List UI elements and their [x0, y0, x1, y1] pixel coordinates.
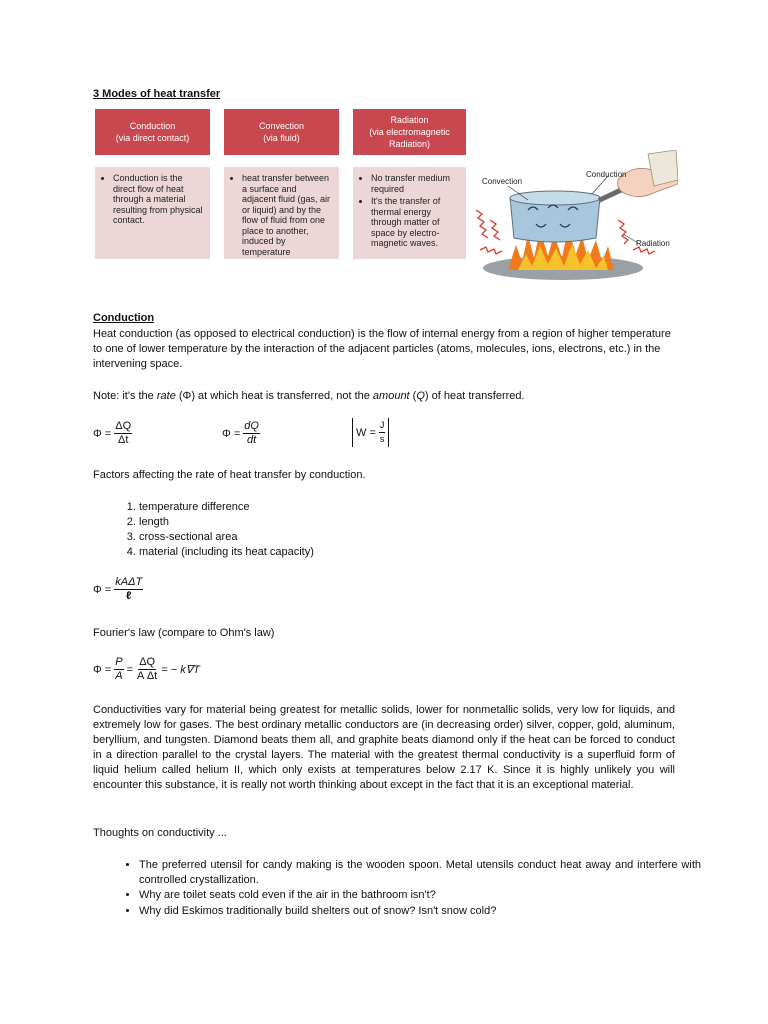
eq-denominator: A Δt: [137, 670, 158, 682]
mode-convection-header: [224, 109, 339, 155]
mode-conduction-title: Conduction: [129, 121, 176, 131]
note-amount: amount: [372, 390, 410, 402]
mode-conduction-body: [95, 167, 210, 259]
equation-conduction-rate: [93, 576, 143, 603]
radiation-wave: [490, 220, 500, 240]
radiation-wave: [476, 210, 488, 238]
page-title: 3 Modes of heat transfer: [93, 88, 221, 100]
equation-delta: [93, 420, 132, 447]
mode-radiation-bullet: • No transfer medium required: [371, 173, 460, 194]
eq-rhs: = − k∇T: [161, 664, 200, 676]
note-text: Note: it's the: [93, 390, 157, 402]
equation-units: [352, 418, 389, 447]
note-line: [93, 389, 675, 404]
list-item: • The preferred utensil for candy making is the wooden spoon. Metal utensils conduct heat away and interfere with controlled crystallization.: [139, 858, 701, 887]
label-radiation: Radiation: [636, 239, 670, 248]
factors-list: [113, 500, 314, 560]
eq-numerator: ΔQ: [115, 420, 132, 432]
eq-denominator: A: [115, 670, 123, 682]
list-item: 3. cross-sectional area: [139, 530, 314, 545]
thoughts-list: [113, 858, 701, 919]
eq-numerator: ΔQ: [139, 656, 156, 668]
thoughts-intro: Thoughts on conductivity ...: [93, 827, 227, 839]
pot-rim: [510, 191, 600, 205]
label-convection: Convection: [482, 177, 523, 186]
eq-lhs: Φ =: [93, 663, 112, 676]
eq-numerator: dQ: [244, 420, 259, 432]
eq-lhs: Φ =: [93, 583, 112, 596]
note-text: (Φ) at which heat is transferred, not the: [175, 390, 373, 402]
mode-conduction-header: [95, 109, 210, 155]
mode-convection-title: Convection: [258, 121, 305, 131]
fourier-label: Fourier's law (compare to Ohm's law): [93, 627, 275, 639]
note-text: ) of heat transferred.: [424, 390, 525, 402]
list-item: 2. length: [139, 515, 314, 530]
mode-convection-subtitle: (via fluid): [263, 133, 300, 143]
mode-radiation-body: [353, 167, 466, 259]
list-item: • Why are toilet seats cold even if the air in the bathroom isn't?: [139, 888, 701, 903]
eq-denominator: ℓ: [126, 590, 132, 602]
mode-radiation-header: [353, 109, 466, 155]
eq-numerator: J: [379, 419, 386, 433]
eq-lhs: W =: [356, 426, 376, 439]
eq-denominator: dt: [247, 434, 257, 446]
list-item: 1. temperature difference: [139, 500, 314, 515]
mode-radiation-title: Radiation: [390, 115, 429, 125]
note-q: Q: [416, 390, 425, 402]
note-rate: rate: [156, 390, 176, 402]
note-text: (: [409, 390, 417, 402]
mode-convection-body: [224, 167, 339, 259]
conductivity-paragraph: Conductivities vary for material being greatest for metallic solids, lower for nonmetallic solids, very low for liquids, and extremely low for gases. The best ordinary metallic conductors are (in decreasing order) silver, copper, gold, aluminum, beryllium, and tungsten. Diamond beats them all, and graphite beats diamond only if the heat can be forced to conduct in a direction parallel to the crystal layers. The material with the greatest thermal conductivity is a superfluid form of liquid helium called helium II, which only exists at temperatures below 2.17 K. Since it is highly unlikely you will encounter this substance, it is really not worth thinking about except in the fact that it is an exceptional material.: [93, 704, 675, 791]
conduction-paragraph: Heat conduction (as opposed to electrical conduction) is the flow of internal energy from a region of higher temperature to one of lower temperature by the interaction of the adjacent particles (atoms, molecules, ions, electrons, etc.) in the intervening space.: [93, 328, 671, 370]
mode-radiation-subtitle: (via electromagnetic Radiation): [369, 127, 450, 149]
label-conduction: Conduction: [586, 170, 627, 179]
eq-lhs: Φ =: [222, 427, 241, 440]
eq-denominator: Δt: [118, 434, 129, 446]
heat-transfer-illustration: [468, 150, 678, 285]
eq-numerator: kAΔT: [115, 576, 143, 588]
radiation-wave: [480, 247, 502, 254]
factors-intro: Factors affecting the rate of heat transfer by conduction.: [93, 469, 366, 481]
mode-conduction-bullet: • Conduction is the direct flow of heat through a material resulting from physical contact.: [113, 173, 204, 226]
eq-numerator: P: [115, 656, 123, 668]
eq-equals: =: [126, 663, 134, 676]
equation-fourier: [93, 656, 200, 683]
radiation-wave: [618, 220, 628, 244]
eq-denominator: s: [379, 434, 385, 444]
equation-derivative: [222, 420, 260, 447]
mode-conduction-subtitle: (via direct contact): [115, 133, 190, 143]
section-heading-conduction: Conduction: [93, 312, 155, 324]
mode-convection-bullet: • heat transfer between a surface and adjacent fluid (gas, air or liquid) and by the flow of fluid from one place to another, induced by temperature: [242, 173, 333, 257]
list-item: 4. material (including its heat capacity): [139, 545, 314, 560]
eq-lhs: Φ =: [93, 427, 112, 440]
radiation-wave: [633, 247, 655, 254]
list-item: • Why did Eskimos traditionally build shelters out of snow? Isn't snow cold?: [139, 904, 701, 919]
mode-radiation-bullet: • It's the transfer of thermal energy through matter of space by electro-magnetic waves.: [371, 196, 460, 249]
